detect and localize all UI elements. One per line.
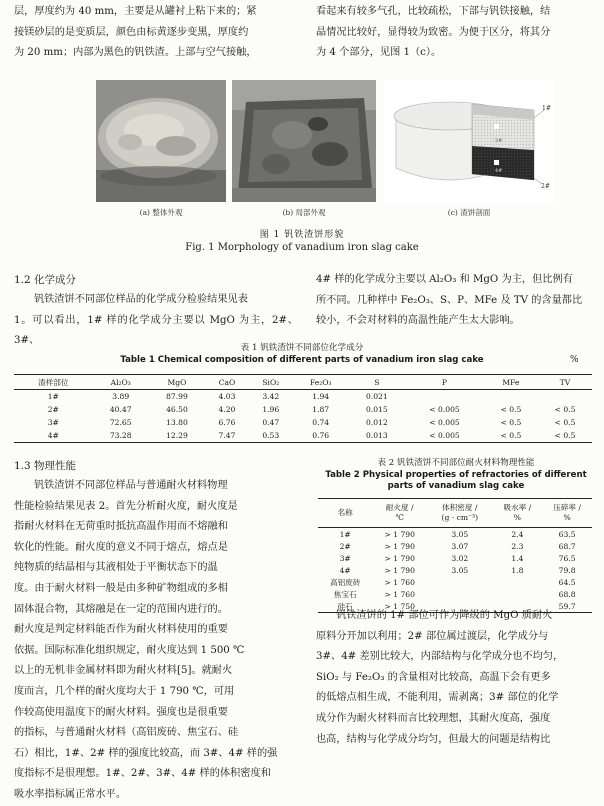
table1-cell: < 0.5 bbox=[484, 429, 538, 443]
table1-cell: 12.29 bbox=[149, 429, 205, 443]
text-line: 固体混合物，其熔融是在一定的范围内进行的。 bbox=[14, 603, 228, 615]
text-line: 钒铁渣饼的 1# 部位可作为降级的 MgO 质耐火 bbox=[336, 610, 553, 621]
table2-cell bbox=[493, 576, 543, 588]
caption-b: (b) 局部外观 bbox=[282, 208, 326, 217]
text-line: 作较高使用温度下的耐火材料。强度也是很重要 bbox=[14, 706, 228, 718]
table1-header: MgO bbox=[149, 375, 205, 390]
text-line: 性能检验结果见表 2。首先分析耐火度，耐火度是 bbox=[14, 500, 238, 512]
table1-cell: < 0.5 bbox=[500, 405, 522, 414]
table2-cell: 2.3 bbox=[511, 541, 524, 551]
table-row bbox=[318, 552, 592, 564]
text-line: 4# 样的化学成分主要以 Al₂O₃ 和 MgO 为主，但比例有 bbox=[316, 274, 573, 285]
table1 bbox=[14, 374, 592, 443]
table1-cell: < 0.005 bbox=[429, 418, 460, 427]
table2-header: 压碎率 / % bbox=[542, 499, 592, 528]
table1-cell: < 0.005 bbox=[429, 405, 460, 414]
table2-cell: 76.5 bbox=[558, 553, 576, 563]
table2-cell: 68.7 bbox=[558, 541, 576, 551]
text-line: 石）相比，1#、2# 样的强度比较高，而 3#、4# 样的强 bbox=[14, 747, 278, 759]
table-row bbox=[14, 403, 592, 416]
table1-header: Fe₂O₃ bbox=[293, 375, 349, 390]
table-row bbox=[318, 540, 592, 552]
table1-cell: 46.50 bbox=[166, 405, 188, 414]
text-line: 成分作为耐火材料而言比较理想，其耐火度高，强度 bbox=[316, 712, 551, 724]
text-line: 吸水率指标属正常水平。 bbox=[14, 788, 127, 800]
table2-cell: > 1 760 bbox=[384, 577, 415, 587]
table2-cell: > 1 790 bbox=[384, 553, 415, 563]
table1-cell: 3# bbox=[47, 418, 59, 427]
table2-cell: 79.8 bbox=[558, 565, 576, 575]
section-1-2-right bbox=[316, 270, 594, 332]
table1-title-en: Table 1 Chemical composition of different parts of vanadium iron slag cake bbox=[120, 355, 484, 365]
figure-title-en: Fig. 1 Morphology of vanadium iron slag cake bbox=[185, 242, 419, 253]
table1-cell: 0.76 bbox=[293, 429, 349, 443]
table1-cell bbox=[484, 390, 538, 404]
text-line: 3#、4# 差别比较大，内部结构与化学成分也不均匀， bbox=[316, 651, 564, 663]
table2-header: 耐火度 / ℃ bbox=[372, 499, 427, 528]
text-line: 钒铁渣饼不同部位样品与普通耐火材料物理 bbox=[34, 480, 228, 491]
table1-cell: < 0.5 bbox=[554, 405, 576, 414]
table1-cell: 6.76 bbox=[218, 418, 236, 427]
table1-header: Al₂O₃ bbox=[93, 375, 149, 390]
text-line: 指耐火材料在无荷重时抵抗高温作用而不熔融和 bbox=[14, 521, 228, 533]
text-line: SiO₂ 与 Fe₂O₃ 的含量相对比较高，高温下会有更多 bbox=[316, 671, 551, 683]
text-line: 较小，不会对材料的高温性能产生太大影响。 bbox=[316, 315, 520, 327]
table2-cell: 3# bbox=[339, 553, 351, 563]
table2-cell: 3.02 bbox=[451, 553, 469, 563]
table2-title-en: Table 2 Physical properties of refractories of different parts of vanadium slag cake bbox=[325, 470, 587, 491]
table2-header: 吸水率 / % bbox=[493, 499, 543, 528]
table2-cell: 1.8 bbox=[511, 565, 524, 575]
top-left-text bbox=[14, 2, 298, 64]
text-line: 度指标不是很理想。1#、2#、3#、4# 样的体积密度和 bbox=[14, 768, 271, 780]
table2-cell: 2.4 bbox=[511, 529, 524, 539]
table-row bbox=[14, 390, 592, 404]
table1-cell: 13.80 bbox=[166, 418, 188, 427]
table1-cell: 0.74 bbox=[312, 418, 330, 427]
table2-cell: 3.07 bbox=[451, 541, 469, 551]
table2-cell: > 1 790 bbox=[384, 541, 415, 551]
table2-cell bbox=[427, 576, 492, 588]
table1-cell: 87.99 bbox=[166, 392, 188, 401]
table2-cell: 68.8 bbox=[558, 589, 576, 599]
part-label-1: 1# bbox=[542, 105, 551, 112]
table1-header: 渣样部位 bbox=[14, 375, 93, 390]
section-1-3 bbox=[14, 456, 298, 806]
text-line: 纯物质的结晶相与其液相处于平衡状态下的温 bbox=[14, 562, 218, 574]
table2 bbox=[318, 498, 592, 613]
table1-cell: 0.021 bbox=[365, 392, 388, 401]
text-line: 度。由于耐火材料一般是由多种矿物组成的多相 bbox=[14, 582, 228, 594]
table2-cell: 高铝废砖 bbox=[330, 577, 361, 587]
table1-cell: 0.015 bbox=[365, 405, 388, 414]
table2-cell: 2# bbox=[339, 541, 351, 551]
part-label-3: 3# bbox=[495, 138, 503, 144]
text-line: 层，厚度约为 40 mm，主要是从罐衬上粘下来的；紧 bbox=[14, 6, 257, 17]
table1-cell: < 0.5 bbox=[538, 429, 592, 443]
text-line: 钒铁渣饼不同部位样品的化学成分检验结果见表 bbox=[34, 294, 248, 305]
table2-cell: 3.05 bbox=[451, 565, 469, 575]
caption-c: (c) 渣饼剖面 bbox=[447, 208, 491, 217]
table1-cell: 1.87 bbox=[312, 405, 330, 414]
table1-header: TV bbox=[538, 375, 592, 390]
caption-a: (a) 整体外观 bbox=[139, 208, 183, 217]
table1-unit: % bbox=[570, 355, 579, 365]
part-label-2: 2# bbox=[541, 183, 550, 190]
table1-header: CaO bbox=[205, 375, 249, 390]
table-row bbox=[318, 564, 592, 576]
table-row bbox=[14, 416, 592, 429]
table2-cell: > 1 760 bbox=[384, 589, 415, 599]
table2-cell: 59.7 bbox=[542, 600, 592, 613]
top-right-text bbox=[316, 2, 594, 64]
table1-cell: < 0.5 bbox=[500, 418, 522, 427]
table1-cell: 0.53 bbox=[249, 429, 293, 443]
table-row bbox=[14, 429, 592, 443]
table1-cell: 1.94 bbox=[312, 392, 330, 401]
table2-cell: > 1 750 bbox=[372, 600, 427, 613]
table1-header: SiO₂ bbox=[249, 375, 293, 390]
slag-cake-overall-photo bbox=[96, 80, 226, 202]
table-row bbox=[318, 588, 592, 600]
table-row bbox=[318, 576, 592, 588]
part-label-4: 4# bbox=[495, 168, 503, 174]
section-1-2 bbox=[14, 270, 298, 352]
figure-title-cn: 图 1 钒铁渣饼形貌 bbox=[259, 230, 345, 240]
section-heading-1-2: 1.2 化学成分 bbox=[14, 274, 77, 286]
table1-cell: 3.89 bbox=[112, 392, 130, 401]
text-line: 为 20 mm；内部为黑色的钒铁渣。上部与空气接触， bbox=[14, 47, 257, 59]
table1-cell bbox=[538, 390, 592, 404]
table1-cell: 0.47 bbox=[262, 418, 280, 427]
text-line: 为 4 个部分，见图 1（c）。 bbox=[316, 47, 442, 59]
table-row bbox=[318, 528, 592, 541]
table1-cell: 1.96 bbox=[262, 405, 280, 414]
table1-cell bbox=[405, 390, 484, 404]
section-heading-1-3: 1.3 物理性能 bbox=[14, 460, 77, 472]
text-line: 所不同。几种样中 Fe₂O₃、S、P、MFe 及 TV 的含量都比 bbox=[316, 294, 583, 306]
table1-cell: 73.28 bbox=[93, 429, 149, 443]
table2-cell: 1.4 bbox=[511, 553, 524, 563]
table1-cell: 0.012 bbox=[365, 418, 388, 427]
table1-cell: 4.20 bbox=[218, 405, 236, 414]
table2-header: 名称 bbox=[318, 499, 372, 528]
slag-cake-section-diagram bbox=[384, 80, 554, 202]
text-line: 的低熔点相生成，不能利用，需剥离；3# 部位的化学 bbox=[316, 692, 559, 704]
table2-cell: 焦宝石 bbox=[333, 589, 357, 599]
table2-cell: 1# bbox=[339, 529, 351, 539]
table2-cell: > 1 790 bbox=[384, 529, 415, 539]
table1-cell: 4.03 bbox=[218, 392, 236, 401]
table1-cell: < 0.005 bbox=[405, 429, 484, 443]
text-line: 的指标，与普通耐火材料（高铝废砖、焦宝石、硅 bbox=[14, 727, 239, 739]
table2-cell: > 1 790 bbox=[384, 565, 415, 575]
text-line: 耐火度是判定材料能否作为耐火材料使用的重要 bbox=[14, 624, 228, 636]
table2-cell: 64.5 bbox=[558, 577, 576, 587]
table1-cell: 0.013 bbox=[349, 429, 405, 443]
text-line: 接镁砂层的是变质层，颜色由标黄逐步变黑，厚度约 bbox=[14, 26, 249, 38]
table2-cell bbox=[493, 588, 543, 600]
table1-cell: 4# bbox=[14, 429, 93, 443]
table1-header: P bbox=[405, 375, 484, 390]
table2-cell: 3.05 bbox=[451, 529, 469, 539]
table2-cell bbox=[427, 588, 492, 600]
table1-header: MFe bbox=[484, 375, 538, 390]
text-line: 以上的无机非金属材料即为耐火材料[5]。就耐火 bbox=[14, 665, 233, 677]
text-line: 看起来有较多气孔，比较疏松，下部与钒铁接触，结 bbox=[316, 6, 551, 17]
table2-cell: 硅石 bbox=[318, 600, 372, 613]
table2-title-cn: 表 2 钒铁渣饼不同部位耐火材料物理性能 bbox=[377, 458, 535, 468]
text-line: 依据。国际标准化组织规定，耐火度达到 1 500 ℃ bbox=[14, 644, 245, 656]
table1-cell: 72.65 bbox=[109, 418, 132, 427]
table1-cell: < 0.5 bbox=[554, 418, 576, 427]
section-1-3-right bbox=[316, 606, 594, 750]
text-line: 软化的性能。耐火度的意义不同于熔点，熔点是 bbox=[14, 541, 228, 553]
table1-cell: 40.47 bbox=[109, 405, 132, 414]
slag-cake-local-photo bbox=[232, 80, 376, 202]
table1-cell: 7.47 bbox=[205, 429, 249, 443]
table1-cell: 1# bbox=[47, 392, 59, 401]
text-line: 晶情况比较好，显得较为致密。为便于区分，将其分 bbox=[316, 26, 551, 38]
text-line: 原料分开加以利用；2# 部位属过渡层，化学成分与 bbox=[316, 630, 549, 642]
text-line: 度而言，几个样的耐火度均大于 1 790 ℃，可用 bbox=[14, 685, 235, 697]
table2-cell: 4# bbox=[339, 565, 351, 575]
table1-cell: 3.42 bbox=[262, 392, 280, 401]
table2-header: 体积密度 / (g · cm⁻³) bbox=[427, 499, 492, 528]
table2-cell: 63.5 bbox=[558, 529, 576, 539]
text-line: 也高，结构与化学成分均匀，但最大的问题是结构比 bbox=[316, 733, 551, 745]
text-line: 1。可以看出，1# 样的化学成分主要以 MgO 为主，2#、3#、 bbox=[14, 314, 298, 347]
table1-title-cn: 表 1 钒铁渣饼不同部位化学成分 bbox=[240, 343, 364, 353]
table1-header: S bbox=[349, 375, 405, 390]
table1-cell: 2# bbox=[47, 405, 59, 414]
